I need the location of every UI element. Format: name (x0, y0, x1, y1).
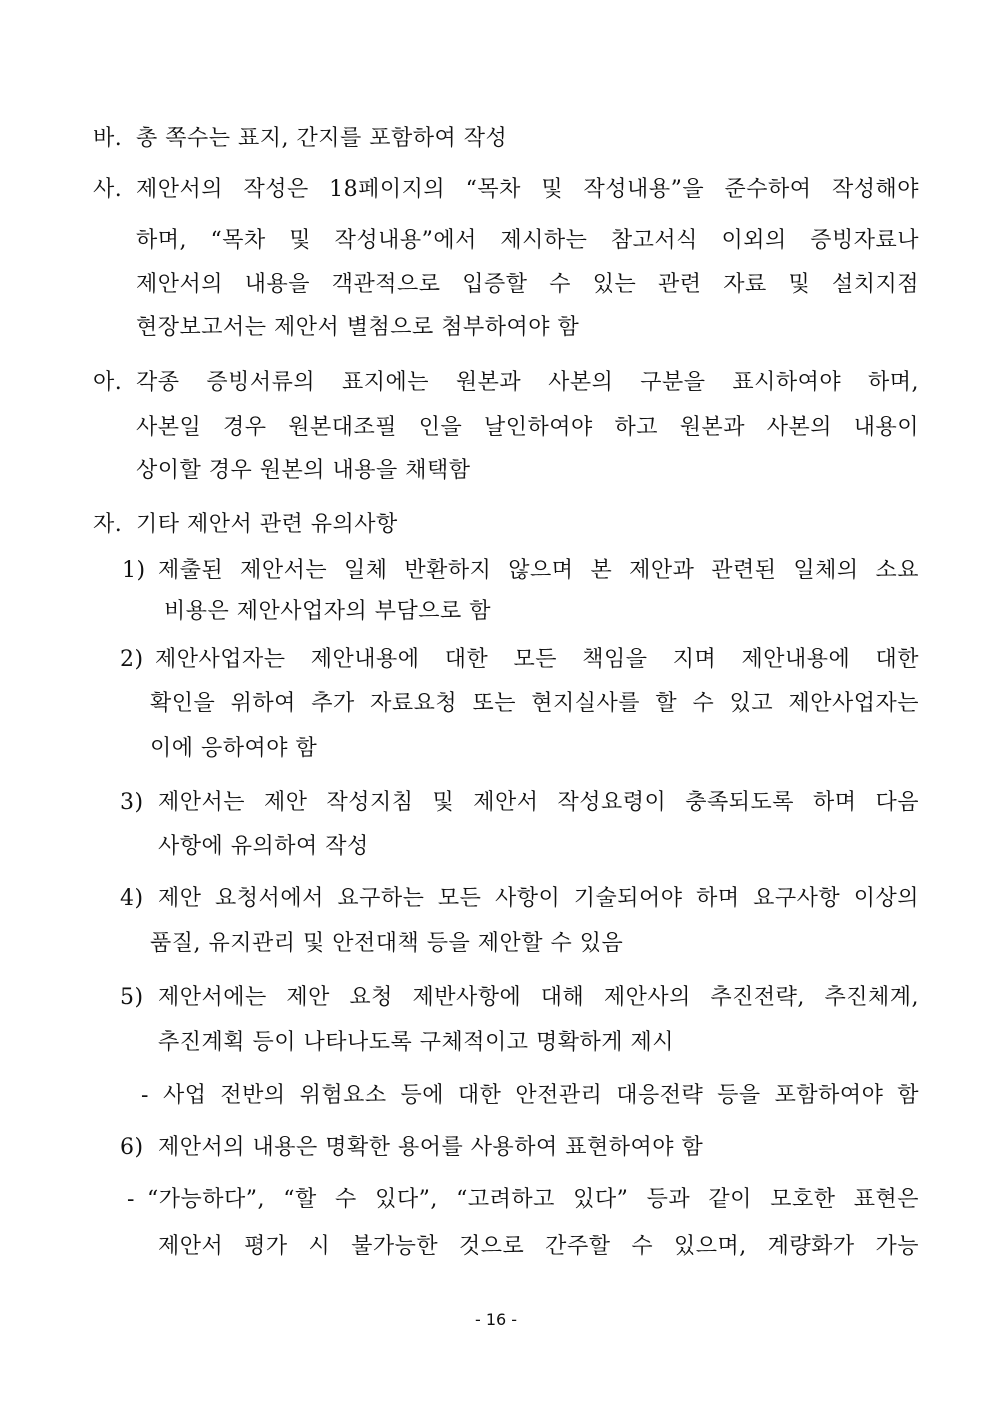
item-5-dash-line: 사업 전반의 위험요소 등에 대한 안전관리 대응전략 등을 포함하여야 함 (163, 1083, 919, 1108)
item-6-dash-marker: - (127, 1187, 135, 1212)
section-a-line: 사본일 경우 원본대조필 인을 날인하여야 하고 원본과 사본의 내용이 (136, 415, 919, 440)
item-5-dash-marker: - (141, 1083, 149, 1108)
item-6-dash-line: 제안서 평가 시 불가능한 것으로 간주할 수 있으며, 계량화가 가능 (158, 1234, 919, 1259)
section-marker-ba: 바. (93, 126, 123, 151)
item-3-line: 사항에 유의하여 작성 (158, 834, 369, 859)
section-sa-line: 하며, “목차 및 작성내용”에서 제시하는 참고서식 이외의 증빙자료나 (136, 228, 919, 253)
item-1-line: 제출된 제안서는 일체 반환하지 않으며 본 제안과 관련된 일체의 소요 (158, 558, 919, 583)
item-marker-4: 4) (120, 886, 144, 911)
section-a-line: 각종 증빙서류의 표지에는 원본과 사본의 구분을 표시하여야 하며, (136, 370, 919, 395)
section-marker-sa: 사. (93, 177, 123, 202)
item-1-line: 비용은 제안사업자의 부담으로 함 (164, 599, 492, 624)
section-marker-a: 아. (93, 370, 123, 395)
item-marker-5: 5) (120, 985, 144, 1010)
item-marker-3: 3) (120, 790, 144, 815)
item-2-line: 이에 응하여야 함 (150, 736, 318, 761)
item-5-line: 제안서에는 제안 요청 제반사항에 대해 제안사의 추진전략, 추진체계, (158, 985, 919, 1010)
section-marker-ja: 자. (93, 512, 123, 537)
item-marker-6: 6) (120, 1135, 144, 1160)
section-ba-line: 총 쪽수는 표지, 간지를 포함하여 작성 (136, 126, 508, 151)
item-2-line: 확인을 위하여 추가 자료요청 또는 현지실사를 할 수 있고 제안사업자는 (150, 691, 919, 716)
item-6-dash-line: “가능하다”, “할 수 있다”, “고려하고 있다” 등과 같이 모호한 표현은 (147, 1187, 919, 1212)
section-sa-line: 제안서의 내용을 객관적으로 입증할 수 있는 관련 자료 및 설치지점 (136, 272, 919, 297)
item-2-line: 제안사업자는 제안내용에 대한 모든 책임을 지며 제안내용에 대한 (155, 647, 919, 672)
item-4-line: 제안 요청서에서 요구하는 모든 사항이 기술되어야 하며 요구사항 이상의 (158, 886, 919, 911)
section-ja-line: 기타 제안서 관련 유의사항 (136, 512, 398, 537)
page-number: - 16 - (474, 1310, 518, 1329)
item-4-line: 품질, 유지관리 및 안전대책 등을 제안할 수 있음 (150, 931, 624, 956)
item-5-line: 추진계획 등이 나타나도록 구체적이고 명확하게 제시 (158, 1030, 675, 1055)
item-marker-1: 1) (122, 558, 146, 583)
section-sa-line: 현장보고서는 제안서 별첨으로 첨부하여야 함 (136, 315, 580, 340)
item-6-line: 제안서의 내용은 명확한 용어를 사용하여 표현하여야 함 (158, 1135, 704, 1160)
section-sa-line: 제안서의 작성은 18페이지의 “목차 및 작성내용”을 준수하여 작성해야 (136, 177, 919, 202)
section-a-line: 상이할 경우 원본의 내용을 채택함 (136, 458, 471, 483)
item-marker-2: 2) (120, 647, 144, 672)
item-3-line: 제안서는 제안 작성지침 및 제안서 작성요령이 충족되도록 하며 다음 (158, 790, 919, 815)
